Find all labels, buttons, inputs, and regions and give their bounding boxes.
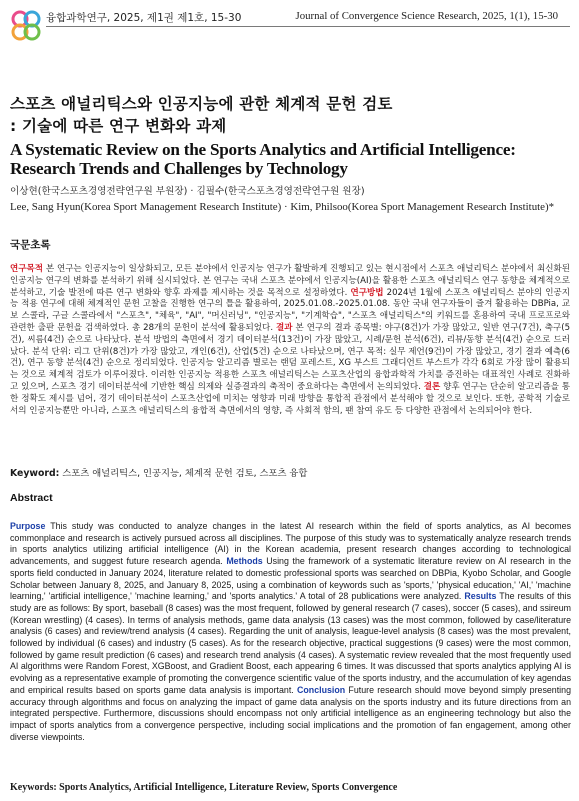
journal-logo-icon [7,7,45,45]
korean-title [10,93,570,137]
korean-abstract-heading: 국문초록 [10,239,51,251]
english-purpose-label: Purpose [10,521,46,531]
english-conclusion-label: Conclusion [297,684,346,695]
english-methods-label: Methods [226,556,263,567]
korean-purpose-label: 연구목적 [10,264,44,274]
korean-keywords [10,465,570,479]
korean-purpose-text: 본 연구는 인공지능이 일상화되고, 모든 분야에서 인공지능 연구가 활발하게 진행되고 있는 현시점에서 스포츠 애널리틱스 분야에서 최신화된 인공지능 연구의 변화를 분석하기 위해 실시되었다. 본 연구는 국내 스포츠 분야에서 인공지능(AI)을 활용한 스포츠 애널리틱스 연구 동향을 체계적으로 분석하고, 기술 발전에 따른 연구 변화와 향후 과제를 제시하는 것을 목적으로 설정하였다. [10,264,570,298]
authors-english: Lee, Sang Hyun(Korea Sport Management Research Institute) · Kim, Philsoo(Korea Sport Management Research Institute)* [10,201,555,213]
korean-abstract-body [10,264,570,417]
english-results-text: The results of this study are as follows: By sport, baseball (8 cases) was the most frequent, followed by general research (7 cases), soccer (5 cases), and ssireum (Korean wrestling) (4 cases). In terms of analysis methods, game data analysis (13 cases) was the most common, followed by case/literature analysis (6 cases) and review/trend analysis (4 cases). Regarding the unit of analysis, league-level analysis (8 cases) was the most prevalent, followed by individual (6 cases) and industry (5 cases). As for the research objective, practical suggestions (9 cases) were the most common, followed by game result prediction (6 cases) and research trend analysis (4 cases). A systematic review revealed that the most frequently used AI algorithms were Random Forest, XGBoost, and Gradient Boost, each appearing 6 times. It was discussed that sports analytics applying AI is evolving as a representative example of promoting the convergence scientific value of the sports industry, and the accumulation of key agendas and empirical results based on sports game data analysis is important. [10,591,571,695]
journal-header-korean: 융합과학연구, 2025, 제1권 제1호, 15-30 [46,12,242,24]
journal-header-english: Journal of Convergence Science Research, 2025, 1(1), 15-30 [295,10,558,22]
english-purpose-text: This study was conducted to analyze changes in the latest AI research within the field of sports analytics, as AI becomes commonplace and research is actively pursued across all disciplines. The purpose of this study was to systematically analyze research trends in sports analytics utilizing artificial intelligence (AI) in the Korean academia, present research changes according to technological advancements, and suggest future research agenda. [10,521,571,567]
korean-keyword-text: 스포츠 애널리틱스, 인공지능, 체계적 문헌 검토, 스포츠 융합 [59,468,308,479]
english-abstract-heading: Abstract [10,492,53,504]
korean-method-label: 연구방법 [350,287,384,298]
korean-keyword-label: Keyword: [10,468,60,479]
korean-title-line2: : 기술에 따른 연구 변화와 과제 [10,117,227,135]
english-results-label: Results [464,591,497,602]
korean-result-label: 결과 [276,322,293,333]
korean-conclusion-label: 결론 [423,381,441,392]
english-methods-text: Using the framework of a systematic literature review on AI research in the sports field conducted in January 2024, literature related to domestic professional sports was searched on DBPia, Kyobo Scholar, and Google Scholar between January 8, 2025, and January 8, 2025, using a combination of keywords such as 'sports,' 'physical education,' 'AI,' 'machine learning,' 'artificial intelligence,' 'machine learning,' and 'sports analytics.' A total of 28 publications were analyzed. [10,556,571,602]
korean-result-text: 본 연구의 결과 종목별: 야구(8건)가 가장 많았고, 일반 연구(7건), 축구(5건), 씨름(4건) 순으로 나타났다. 분석 방법의 측면에서 경기 데이터분석(13건)이 가장 많았고, 시례/문헌 분석(6건), 리뷰/동향 분석(4건) 순으로 드러났다. 분석 단위: 리그 단위(8건)가 가장 많았고, 개인(6건), 산업(5건) 순으로 나타났으며, 연구 목적: 실무 제언(9건)이 가장 많았고, 경기 결과 예측(6건), 연구 동향 분석(4건) 순으로 정리되었다. 인공지능 알고리즘 별로는 랜덤 포레스트, XG 부스트 그래디언트 부스트가 각각 6회로 가장 많이 활용되는 것으로 체계적 검토가 이루어졌다. 이러한 인공지능 적용한 스포츠 애널리틱스는 스포츠산업의 융합과학적 가치를 증진하는 대표적인 사례로 진화하고 있으며, 스포츠 경기 데이터분석에 기반한 핵심 의제와 실증결과의 축적이 중요하다는 측면에서 논의되었다. [10,322,571,392]
korean-conclusion-text: 향후 연구는 단순히 알고리즘을 통한 정확도 제시를 넘어, 경기 데이터분석이 스포츠산업에 미치는 영향과 미래 방향을 통합적 관점에서 분석해야 할 것으로 보인다. 또한, 공학적 기술로서의 인공지능뿐만 아니라, 스포츠 애널리틱스의 융합적 측면에서의 영향, 즉 사회적 함의, 팬 참여 유도 등 다양한 관점에서 논의되어야 한다. [10,381,571,416]
english-keyword-label: Keywords: [10,782,57,793]
english-keywords [10,782,570,793]
korean-title-line1: 스포츠 애널리틱스와 인공지능에 관한 체계적 문헌 검토 [10,95,393,113]
header-divider [46,26,570,27]
english-conclusion-text: Future research should move beyond simply presenting accuracy through algorithms and focus on analyzing the impact of game data analysis on the sports industry and its future directions from an integrated perspective. Furthermore, discussions should encompass not only artificial intelligence as an engineering technology but also the impact of sports analytics from a convergence perspective, including social implications and the promotion of fan engagement, among other diverse viewpoints. [10,684,571,742]
korean-method-text: 2024년 1월에 스포츠 애널리틱스 분야의 인공지능 적용 연구에 대해 체계적인 문헌 고찰을 진행한 연구의 틀을 활용하여, 2025.01.08.-2025.01.08. 동안 국내 연구자들이 즐겨 활용하는 DBPia, 교보 스콜라, 구글 스콜라에서 "스포츠", "체육", "AI", "머신러닝", "인공지능", "기계학습", "스포츠 애널리틱스"의 키워드를 혼용하여 국내 프로프로와 관련한 출판 문헌을 검색하였다. 총 28개의 문헌이 분석에 활용되었다. [10,287,570,333]
english-title: A Systematic Review on the Sports Analytics and Artificial Intelligence: Research Trends and Challenges by Technology [10,140,516,178]
authors-korean: 이상현(한국스포츠경영전략연구원 부원장) · 김필수(한국스포츠경영전략연구원 원장) [10,186,365,197]
english-abstract-body [10,521,571,743]
english-keyword-text: Sports Analytics, Artificial Intelligence, Literature Review, Sports Convergence [56,782,398,793]
